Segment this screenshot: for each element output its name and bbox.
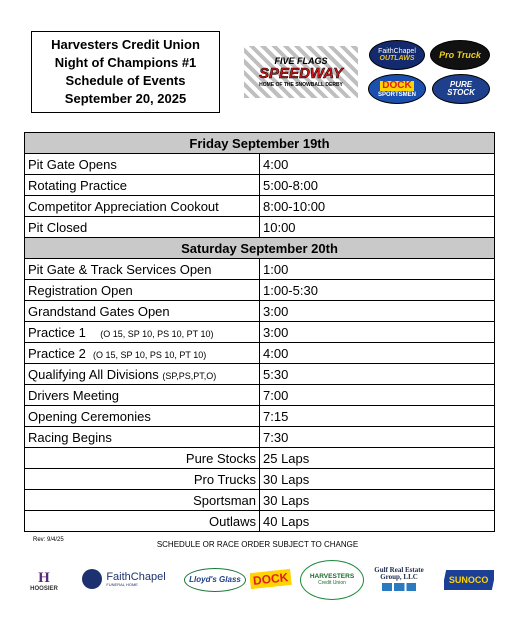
event-note: (O 15, SP 10, PS 10, PT 10)	[100, 328, 214, 339]
pro-truck-logo: Pro Truck	[430, 40, 490, 70]
title-box	[31, 31, 220, 113]
time-cell: 7:30	[260, 427, 495, 448]
time-cell: 5:30	[260, 364, 495, 385]
division-cell: Pure Stocks	[25, 448, 260, 469]
laps-cell: 30 Laps	[260, 490, 495, 511]
table-row	[25, 280, 495, 301]
event-cell: Grandstand Gates Open	[25, 301, 260, 322]
table-row	[25, 322, 495, 343]
table-row	[25, 343, 495, 364]
title-line-3: Schedule of Events	[65, 73, 186, 88]
event-cell: Pit Closed	[25, 217, 260, 238]
event-cell: Opening Ceremonies	[25, 406, 260, 427]
event-cell: Drivers Meeting	[25, 385, 260, 406]
faithchapel-outlaws-logo: FaithChapel OUTLAWS	[369, 40, 425, 70]
table-row	[25, 301, 495, 322]
time-cell: 7:15	[260, 406, 495, 427]
event-cell: Pit Gate & Track Services Open	[25, 259, 260, 280]
time-cell: 5:00-8:00	[260, 175, 495, 196]
schedule-disclaimer: SCHEDULE OR RACE ORDER SUBJECT TO CHANGE	[156, 540, 359, 549]
day-header-saturday: Saturday September 20th	[25, 238, 495, 259]
table-row	[25, 217, 495, 238]
day-header-friday: Friday September 19th	[25, 133, 495, 154]
hoosier-logo: H HOOSIER	[30, 569, 58, 592]
gulf-keys-icon	[382, 583, 416, 591]
race-row	[25, 469, 495, 490]
title-line-1: Harvesters Credit Union	[51, 37, 200, 52]
faithchapel-emblem-icon	[82, 569, 102, 589]
title-line-4: September 20, 2025	[64, 91, 187, 106]
pure-stock-logo: PURE STOCK	[432, 74, 490, 104]
table-row	[25, 364, 495, 385]
event-cell: Qualifying All Divisions (SP,PS,PT,O)	[25, 364, 260, 385]
division-cell: Sportsman	[25, 490, 260, 511]
table-row	[25, 406, 495, 427]
event-cell: Practice 1 (O 15, SP 10, PS 10, PT 10)	[25, 322, 260, 343]
time-cell: 7:00	[260, 385, 495, 406]
table-row	[25, 427, 495, 448]
time-cell: 4:00	[260, 154, 495, 175]
hoosier-h-icon: H	[38, 569, 50, 586]
lloyds-glass-logo: Lloyd's Glass	[184, 568, 246, 592]
time-cell: 3:00	[260, 322, 495, 343]
laps-cell: 30 Laps	[260, 469, 495, 490]
dock-logo: DOCK	[250, 564, 292, 594]
division-cell: Outlaws	[25, 511, 260, 532]
dock-sportsmen-logo: DOCK SPORTSMEN	[368, 74, 426, 104]
title-line-2: Night of Champions #1	[54, 55, 197, 70]
table-row	[25, 385, 495, 406]
time-cell: 1:00	[260, 259, 495, 280]
time-cell: 3:00	[260, 301, 495, 322]
time-cell: 4:00	[260, 343, 495, 364]
event-cell: Racing Begins	[25, 427, 260, 448]
event-cell: Practice 2 (O 15, SP 10, PS 10, PT 10)	[25, 343, 260, 364]
schedule-table	[24, 132, 495, 532]
race-row	[25, 511, 495, 532]
harvesters-logo: HARVESTERS Credit Union	[300, 560, 364, 600]
event-cell: Registration Open	[25, 280, 260, 301]
five-flags-speedway-logo: FIVE FLAGS SPEEDWAY HOME OF THE SNOWBALL DERBY	[244, 46, 358, 98]
event-cell: Pit Gate Opens	[25, 154, 260, 175]
day-header-row	[25, 133, 495, 154]
table-row	[25, 196, 495, 217]
sunoco-logo: SUNOCO	[444, 566, 494, 594]
race-row	[25, 448, 495, 469]
event-note: (SP,PS,PT,O)	[162, 370, 217, 381]
race-row	[25, 490, 495, 511]
time-cell: 8:00-10:00	[260, 196, 495, 217]
time-cell: 10:00	[260, 217, 495, 238]
time-cell: 1:00-5:30	[260, 280, 495, 301]
table-row	[25, 154, 495, 175]
laps-cell: 40 Laps	[260, 511, 495, 532]
division-cell: Pro Trucks	[25, 469, 260, 490]
event-cell: Rotating Practice	[25, 175, 260, 196]
gulf-real-estate-logo: Gulf Real Estate Group, LLC	[368, 562, 430, 596]
revision-date: Rev: 9/4/25	[33, 537, 64, 543]
event-cell: Competitor Appreciation Cookout	[25, 196, 260, 217]
table-row	[25, 259, 495, 280]
laps-cell: 25 Laps	[260, 448, 495, 469]
faithchapel-logo: FaithChapel FUNERAL HOME	[76, 566, 172, 592]
table-row	[25, 175, 495, 196]
event-note: (O 15, SP 10, PS 10, PT 10)	[93, 349, 207, 360]
day-header-row	[25, 238, 495, 259]
